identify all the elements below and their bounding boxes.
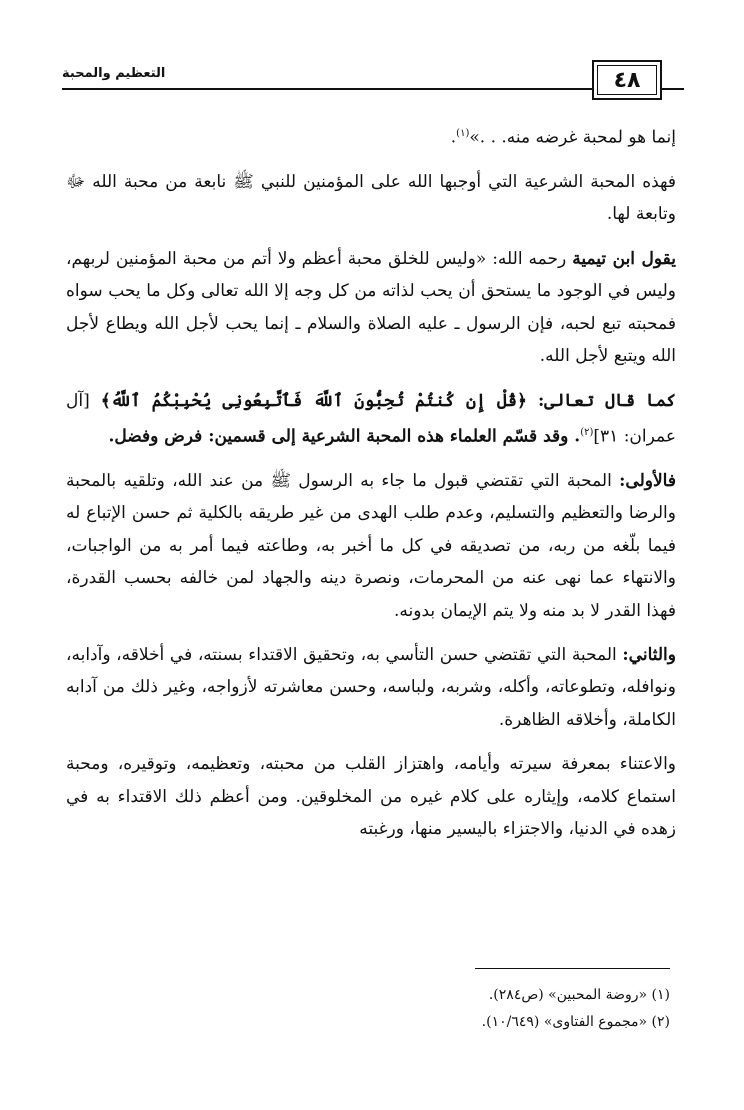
paragraph-3-text: رحمه الله: «وليس للخلق محبة أعظم ولا أتم من محبة المؤمنين لربهم، وليس في الوجود ما يستحق أن يحب لذاته من كل وجه إلا الله تعالى وكل ما يحب سواه فمحبته تبع لحبه، فإن الرسول ـ عليه الصلاة والسلام ـ إنما يحب لأجل الله ويطاع لأجل الله ويتبع لأجل الله. xyxy=(66,248,676,367)
footnote-1 xyxy=(150,982,670,1009)
footnote-2-number: (٢) xyxy=(651,1014,670,1030)
quran-verse: ﴿قُلْ إِن كُنتُمْ تُحِبُّونَ ٱللَّهَ فَٱتَّبِعُونِى يُحْبِبْكُمُ ٱللَّهُ﴾ xyxy=(89,390,538,411)
paragraph-7: والاعتناء بمعرفة سيرته وأيامه، واهتزاز القلب من محبته، وتعظيمه، وتوقيره، ومحبة استماع كلامه، وإيثاره على كلام غيره من المخلوقين. ومن أعظم ذلك الاقتداء به في زهده في الدنيا، والاجتزاء باليسير منها، ورغبته xyxy=(66,754,676,840)
page-number: ٤٨ xyxy=(613,67,641,93)
paragraph-6-lead: والثاني: xyxy=(622,645,676,665)
main-text xyxy=(66,118,676,857)
footnote-ref-2: (٢) xyxy=(580,426,594,438)
page-header xyxy=(62,52,684,106)
footnote-separator xyxy=(475,968,670,969)
paragraph-6-text: المحبة التي تقتضي حسن التأسي به، وتحقيق الاقتداء بسنته، في أخلاقه، وآدابه، ونوافله، وتطوعاته، وأكله، وشربه، ولباسه، وحسن معاشرته لأزواجه، وغير ذلك من آدابه الكاملة، وأخلاقه الظاهرة. xyxy=(66,645,676,730)
paragraph-4-lead: كما قال تعالى: xyxy=(538,390,676,411)
footnotes xyxy=(150,982,670,1036)
header-rule xyxy=(62,88,684,90)
running-title: التعظيم والمحبة xyxy=(62,66,166,81)
paragraph-3 xyxy=(66,243,676,373)
paragraph-5-text: المحبة التي تقتضي قبول ما جاء به الرسول ﷺ من عند الله، وتلقيه بالمحبة والرضا والتعظيم والتسليم، وعدم طلب الهدى من غير طريقه بالكلية ثم حسن الإتباع له فيما بلّغه من ربه، من تصديقه في كل ما أخبر به، وطاعته فيما أمر به من الواجبات، والانتهاء عما نهى عنه من المحرمات، ونصرة دينه والجهاد لمن خالفه بحسب القدرة، فهذا القدر لا بد منه ولا يتم الإيمان بدونه. xyxy=(66,470,676,621)
paragraph-6 xyxy=(66,639,676,736)
verse-citation: [آل عمران: ٣١] xyxy=(66,390,676,447)
paragraph-1 xyxy=(66,118,676,154)
page-number-box xyxy=(592,60,662,100)
footnote-2 xyxy=(150,1009,670,1036)
paragraph-3-lead: يقول ابن تيمية xyxy=(572,248,676,269)
paragraph-1-text: إنما هو لمحبة غرضه منه. . .» xyxy=(469,127,676,148)
footnote-2-text: «مجموع الفتاوى» (١٠/٦٤٩). xyxy=(481,1014,648,1030)
paragraph-2: فهذه المحبة الشرعية التي أوجبها الله على المؤمنين للنبي ﷺ نابعة من محبة الله ﷻ وتابعة لها. xyxy=(66,172,676,225)
paragraph-4 xyxy=(66,385,676,453)
paragraph-5 xyxy=(66,465,676,627)
footnote-1-number: (١) xyxy=(651,987,670,1003)
footnote-1-text: «روضة المحبين» (ص٢٨٤). xyxy=(488,987,648,1003)
paragraph-4-lead-2: . وقد قسّم العلماء هذه المحبة الشرعية إلى قسمين: فرض وفضل. xyxy=(108,426,581,447)
footnote-ref-1: (١) xyxy=(456,128,470,139)
paragraph-1-end: . xyxy=(450,127,457,148)
paragraph-5-lead: فالأولى: xyxy=(619,470,676,491)
